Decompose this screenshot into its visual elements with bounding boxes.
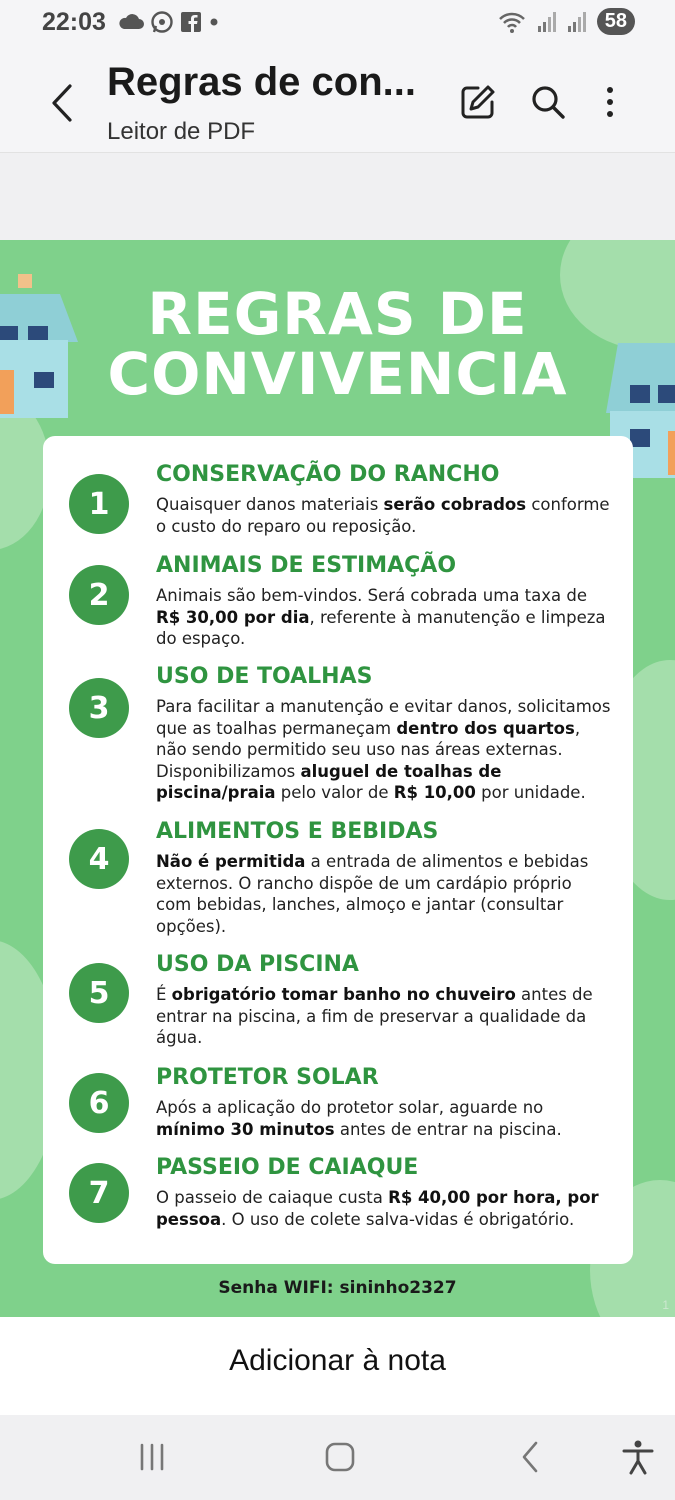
wifi-icon (497, 10, 527, 34)
cloud-icon (118, 12, 144, 32)
rule-text-run: conforme o custo do reparo ou reposição. (156, 495, 610, 536)
rule-title: CONSERVAÇÃO DO RANCHO (156, 462, 500, 487)
rule-text-bold: dentro dos quartos (396, 718, 575, 738)
rule-text-run: Quaisquer danos materiais (156, 495, 384, 514)
status-bar (0, 0, 675, 48)
facebook-icon (180, 11, 202, 33)
app-bar (0, 48, 675, 153)
rule-text-bold: R$ 10,00 (393, 783, 476, 802)
rule-title: USO DA PISCINA (156, 952, 359, 977)
rule-text-run: . O uso de colete salva-vidas é obrigatório. (221, 1209, 575, 1229)
rule-text (156, 696, 611, 804)
rule-number-badge: 3 (69, 678, 129, 738)
rule-number-badge: 1 (69, 474, 129, 534)
rule-title: ANIMAIS DE ESTIMAÇÃO (156, 553, 457, 578)
rule-text-run: É (156, 985, 172, 1004)
rule-text-run: Para facilitar a manutenção e evitar danos, solicitamos que as toalhas permaneçam (156, 697, 611, 738)
rule-number-badge: 6 (69, 1073, 129, 1133)
rule-text-run: a entrada de alimentos e bebidas externos. O rancho dispõe de um cardápio próprio com bebidas, lanches, almoço e jantar (consultar opções). (156, 852, 589, 936)
rule-number-badge: 2 (69, 565, 129, 625)
rule-title: USO DE TOALHAS (156, 664, 373, 689)
status-time: 22:03 (42, 8, 106, 36)
rule-text-bold: Não é permitida (156, 852, 306, 871)
page-number: 1 (662, 1298, 669, 1312)
rule-text-run: O passeio de caiaque custa (156, 1188, 389, 1207)
battery-icon: 58 (597, 8, 635, 35)
rule-text-bold: R$ 30,00 por dia (156, 607, 310, 627)
rule-text-bold: aluguel de toalhas de piscina/praia (156, 761, 502, 802)
accessibility-icon[interactable] (616, 1437, 660, 1477)
rule-text-run: , referente à manutenção e limpeza do espaço. (156, 607, 606, 648)
rule-text-run: antes de entrar na piscina, a fim de preservar a qualidade da água. (156, 985, 593, 1047)
back-icon[interactable] (42, 78, 82, 128)
rule-text-bold: obrigatório tomar banho no chuveiro (171, 985, 516, 1004)
rule-text-bold: R$ 40,00 por hora, por pessoa (156, 1188, 599, 1229)
rule-text (156, 1097, 611, 1140)
rule-text-bold: serão cobrados (383, 495, 527, 514)
rule-text-run: Animais são bem-vindos. Será cobrada uma taxa de (156, 586, 587, 605)
navigation-bar (0, 1415, 675, 1500)
signal-icon (567, 11, 587, 33)
rule-text-run: , não sendo permitido seu uso nas áreas externas. Disponibilizamos (156, 718, 581, 781)
rule-text (156, 494, 611, 537)
rule-number-badge: 5 (69, 963, 129, 1023)
rule-number-badge: 7 (69, 1163, 129, 1223)
rule-text (156, 1187, 611, 1230)
rule-number-badge: 4 (69, 829, 129, 889)
search-icon[interactable] (528, 82, 568, 122)
pdf-page (0, 240, 675, 1317)
rule-text (156, 984, 611, 1049)
recents-icon[interactable] (130, 1437, 174, 1477)
poster-title: CONVIVENCIA (107, 340, 568, 408)
rule-text-run: Após a aplicação do protetor solar, aguarde no (156, 1098, 544, 1117)
dot-icon (208, 16, 220, 28)
add-to-note-button[interactable]: Adicionar à nota (229, 1344, 446, 1377)
note-bar (0, 1317, 675, 1415)
whatsapp-icon (150, 10, 174, 34)
edit-icon[interactable] (458, 82, 498, 122)
rule-title: PASSEIO DE CAIAQUE (156, 1155, 419, 1180)
pdf-viewer[interactable] (0, 153, 675, 1317)
back-icon[interactable] (508, 1437, 552, 1477)
wifi-password: Senha WIFI: sininho2327 (218, 1278, 457, 1298)
rule-text (156, 851, 611, 937)
app-subtitle: Leitor de PDF (107, 118, 256, 145)
signal-icon (537, 11, 557, 33)
rule-text-run: antes de entrar na piscina. (334, 1119, 562, 1139)
more-icon[interactable] (590, 82, 630, 122)
rule-text (156, 585, 611, 650)
rules-card (43, 436, 633, 1264)
rule-text-run: por unidade. (475, 783, 586, 802)
poster-title: REGRAS DE (147, 280, 528, 348)
rule-text-run: pelo valor de (275, 783, 394, 802)
rule-title: ALIMENTOS E BEBIDAS (156, 819, 439, 844)
home-icon[interactable] (318, 1437, 362, 1477)
rule-text-bold: mínimo 30 minutos (156, 1119, 335, 1139)
rule-title: PROTETOR SOLAR (156, 1065, 379, 1090)
document-title: Regras de con... (107, 60, 416, 104)
